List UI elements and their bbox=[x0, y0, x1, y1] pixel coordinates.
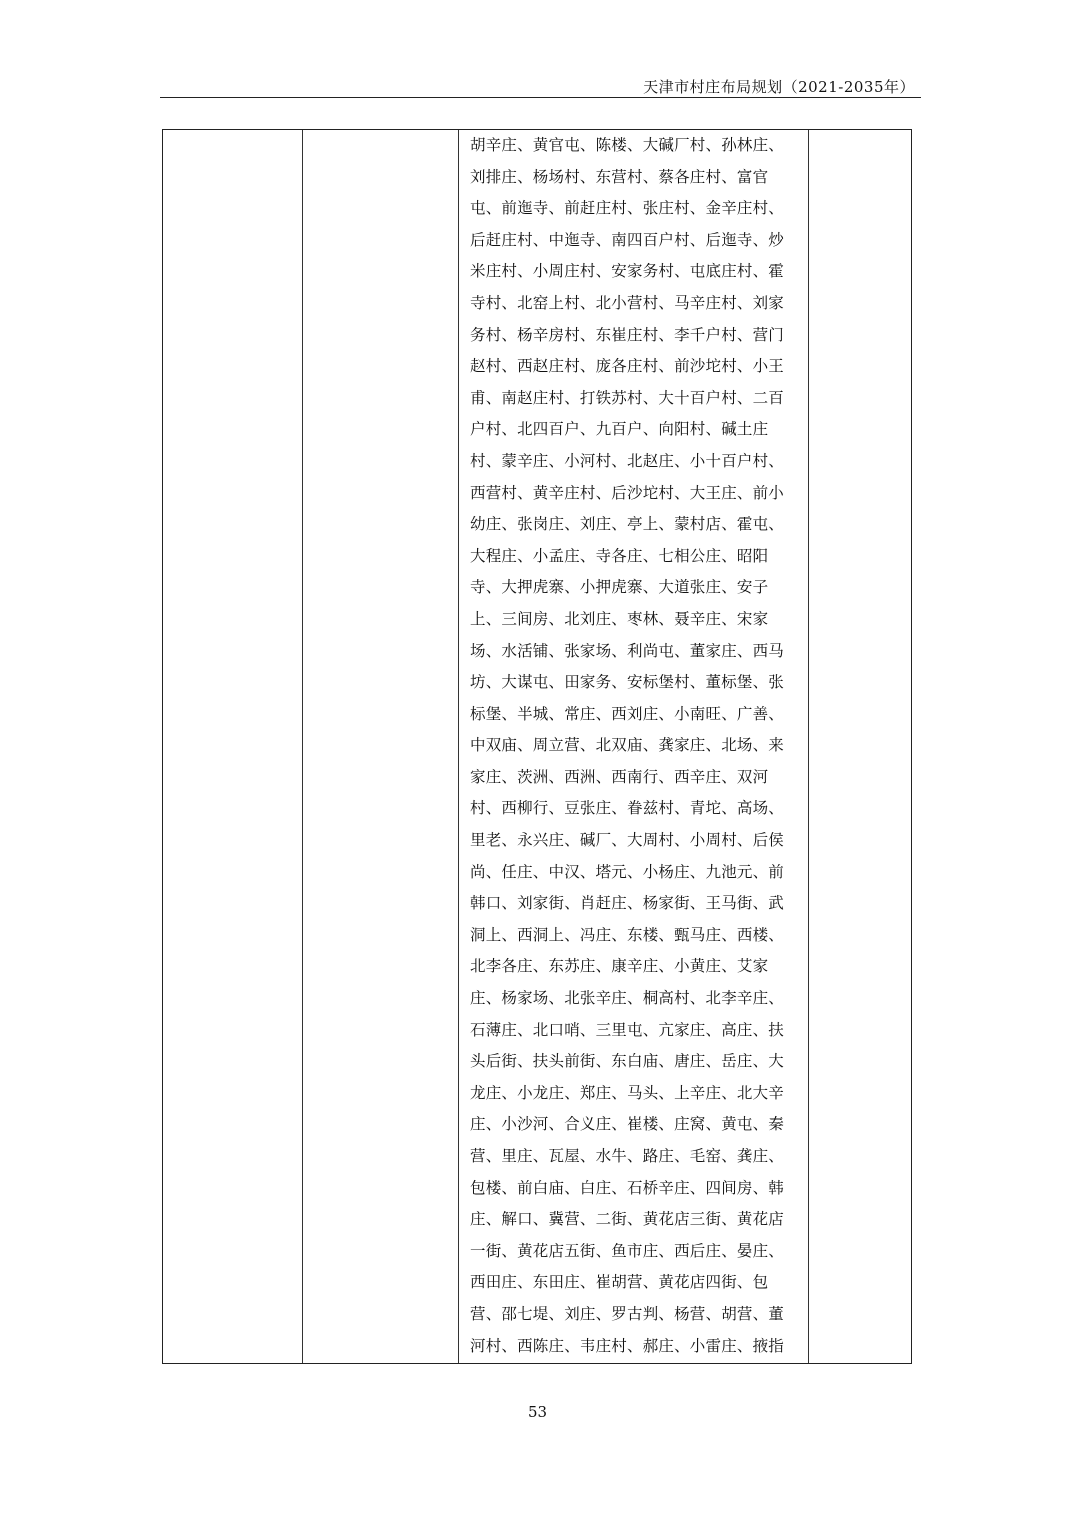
village-list-line: 寺村、北窑上村、北小营村、马辛庄村、刘家 bbox=[470, 293, 785, 312]
village-list-line: 大程庄、小孟庄、寺各庄、七相公庄、昭阳 bbox=[470, 546, 769, 565]
village-list-line: 河村、西陈庄、韦庄村、郝庄、小雷庄、掖指 bbox=[470, 1336, 785, 1355]
village-list-line: 米庄村、小周庄村、安家务村、屯底庄村、霍 bbox=[470, 262, 785, 281]
village-list-line: 刘排庄、杨场村、东营村、蔡各庄村、富官 bbox=[470, 167, 769, 186]
village-list-line: 西营村、黄辛庄村、后沙坨村、大王庄、前小 bbox=[470, 483, 785, 502]
village-list-line: 龙庄、小龙庄、郑庄、马头、上辛庄、北大辛 bbox=[470, 1083, 785, 1102]
column-divider-2 bbox=[458, 130, 459, 1363]
village-list-line: 包楼、前白庙、白庄、石桥辛庄、四间房、韩 bbox=[470, 1178, 785, 1197]
village-list-line: 甫、南赵庄村、打铁苏村、大十百户村、二百 bbox=[470, 388, 785, 407]
village-list-line: 里老、永兴庄、碱厂、大周村、小周村、后侯 bbox=[470, 831, 785, 850]
village-list-line: 石薄庄、北口哨、三里屯、亢家庄、高庄、扶 bbox=[470, 1020, 785, 1039]
column-divider-3 bbox=[808, 130, 809, 1363]
village-list-line: 村、西柳行、豆张庄、眷兹村、青坨、高场、 bbox=[470, 799, 785, 818]
village-list-line: 中双庙、周立营、北双庙、龚家庄、北场、来 bbox=[470, 736, 785, 755]
village-table bbox=[162, 129, 912, 1364]
village-list-line: 北李各庄、东苏庄、康辛庄、小黄庄、艾家 bbox=[470, 957, 769, 976]
village-list-line: 家庄、茨洲、西洲、西南行、西辛庄、双河 bbox=[470, 767, 769, 786]
village-list-line: 营、邵七堤、刘庄、罗古判、杨营、胡营、董 bbox=[470, 1304, 785, 1323]
village-list-line: 洞上、西洞上、冯庄、东楼、甄马庄、西楼、 bbox=[470, 925, 785, 944]
page-number: 53 bbox=[527, 1403, 548, 1421]
village-list-line: 西田庄、东田庄、崔胡营、黄花店四街、包 bbox=[470, 1273, 769, 1292]
village-list-line: 头后街、扶头前街、东白庙、唐庄、岳庄、大 bbox=[470, 1052, 785, 1071]
village-list-cell bbox=[470, 130, 800, 1362]
page-header-title: 天津市村庄布局规划（2021-2035年） bbox=[643, 78, 915, 96]
village-list-line: 上、三间房、北刘庄、枣林、聂辛庄、宋家 bbox=[470, 609, 769, 628]
village-list-line: 村、蒙辛庄、小河村、北赵庄、小十百户村、 bbox=[470, 451, 785, 470]
village-list-line: 务村、杨辛房村、东崔庄村、李千户村、营门 bbox=[470, 325, 785, 344]
village-list-line: 庄、解口、冀营、二街、黄花店三街、黄花店 bbox=[470, 1210, 785, 1229]
village-list-line: 韩口、刘家街、肖赶庄、杨家街、王马街、武 bbox=[470, 894, 785, 913]
village-list-line: 庄、杨家场、北张辛庄、桐高村、北李辛庄、 bbox=[470, 989, 785, 1008]
village-list-line: 赵村、西赵庄村、庞各庄村、前沙坨村、小王 bbox=[470, 357, 785, 376]
village-list-line: 一街、黄花店五街、鱼市庄、西后庄、晏庄、 bbox=[470, 1241, 785, 1260]
village-list-line: 幼庄、张岗庄、刘庄、亭上、蒙村店、霍屯、 bbox=[470, 515, 785, 534]
village-list-line: 营、里庄、瓦屋、水牛、路庄、毛窑、龚庄、 bbox=[470, 1147, 785, 1165]
village-list-line: 标堡、半城、常庄、西刘庄、小南旺、广善、 bbox=[470, 704, 785, 723]
village-list-line: 屯、前迤寺、前赶庄村、张庄村、金辛庄村、 bbox=[470, 199, 785, 218]
village-list-line: 寺、大押虎寨、小押虎寨、大道张庄、安子 bbox=[470, 578, 769, 597]
village-list-line: 庄、小沙河、合义庄、崔楼、庄窝、黄屯、秦 bbox=[470, 1115, 785, 1134]
village-list-line: 尚、任庄、中汉、塔元、小杨庄、九池元、前 bbox=[470, 862, 785, 881]
column-divider-1 bbox=[302, 130, 303, 1363]
village-list-line: 胡辛庄、黄官屯、陈楼、大碱厂村、孙林庄、 bbox=[470, 136, 785, 154]
header-rule bbox=[160, 97, 921, 98]
village-list-line: 场、水活铺、张家场、利尚屯、董家庄、西马 bbox=[470, 641, 785, 660]
village-list-line: 户村、北四百户、九百户、向阳村、碱土庄 bbox=[470, 420, 769, 439]
village-list-line: 坊、大谋屯、田家务、安标堡村、董标堡、张 bbox=[470, 673, 785, 692]
village-list-line: 后赶庄村、中迤寺、南四百户村、后迤寺、炒 bbox=[470, 230, 785, 249]
